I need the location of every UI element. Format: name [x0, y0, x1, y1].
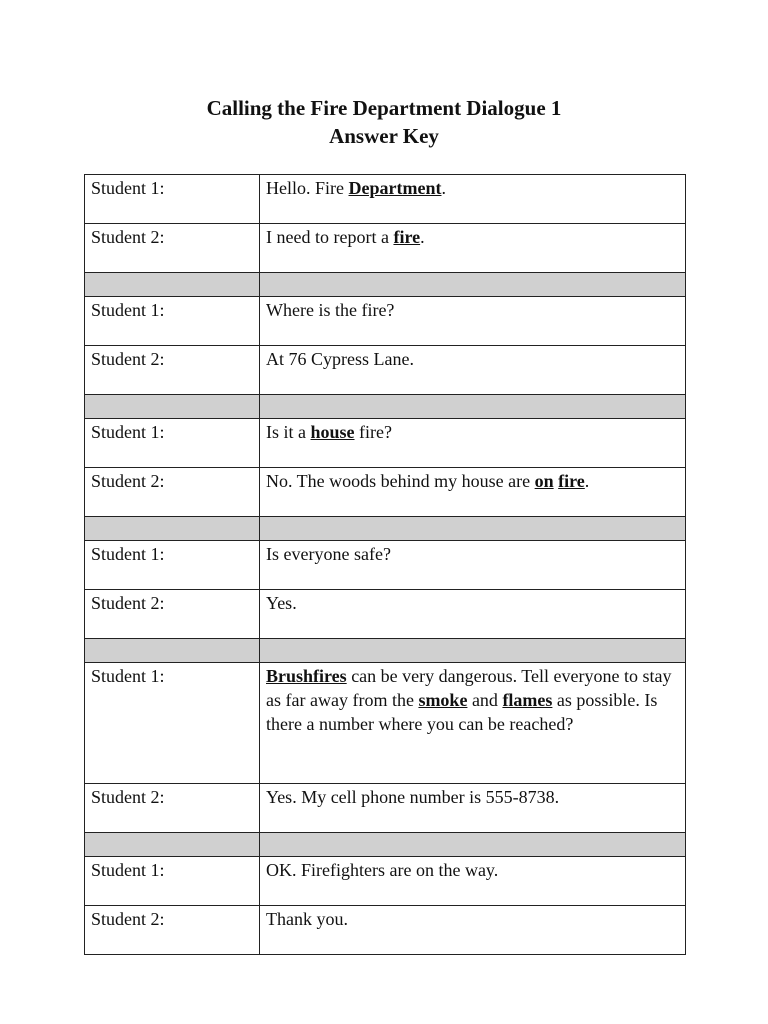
dialogue-line-cell [260, 224, 686, 273]
dialogue-text: as possible. Is there a number where you can be reached? [266, 690, 658, 734]
dialogue-text: Is everyone safe? [266, 544, 391, 564]
dialogue-line-cell [260, 297, 686, 346]
answer-keyword: fire [558, 471, 585, 491]
speaker-cell [85, 346, 260, 395]
separator-cell [85, 395, 260, 419]
dialogue-text: Is it a [266, 422, 311, 442]
dialogue-line-cell [260, 590, 686, 639]
dialogue-text: Yes. My cell phone number is 555-8738. [266, 787, 560, 807]
dialogue-text: . [420, 227, 425, 247]
dialogue-text: . [441, 178, 446, 198]
dialogue-line-cell [260, 346, 686, 395]
answer-keyword: fire [393, 227, 421, 247]
speaker-label: Student 2: [91, 909, 165, 929]
answer-keyword: Brushfires [266, 666, 347, 686]
speaker-cell [85, 419, 260, 468]
dialogue-line-cell [260, 784, 686, 833]
dialogue-text: OK. Firefighters are on the way. [266, 860, 499, 880]
dialogue-text: fire? [354, 422, 392, 442]
separator-row [85, 517, 686, 541]
dialogue-row [85, 906, 686, 955]
separator-cell [260, 273, 686, 297]
dialogue-row [85, 419, 686, 468]
separator-cell [260, 833, 686, 857]
dialogue-row [85, 346, 686, 395]
speaker-cell [85, 590, 260, 639]
dialogue-line-cell [260, 541, 686, 590]
dialogue-text: Where is the fire? [266, 300, 395, 320]
separator-row [85, 639, 686, 663]
separator-row [85, 833, 686, 857]
speaker-label: Student 2: [91, 471, 165, 491]
title-line-1: Calling the Fire Department Dialogue 1 [206, 96, 562, 120]
answer-keyword: on [534, 471, 554, 491]
dialogue-row [85, 224, 686, 273]
dialogue-line-cell [260, 663, 686, 784]
speaker-cell [85, 297, 260, 346]
dialogue-row [85, 784, 686, 833]
dialogue-row [85, 663, 686, 784]
dialogue-text: can be very dangerous. Tell everyone to stay as far away from the [266, 666, 672, 710]
separator-cell [85, 833, 260, 857]
dialogue-line-cell [260, 857, 686, 906]
dialogue-text: Yes. [266, 593, 297, 613]
separator-cell [260, 517, 686, 541]
answer-keyword: flames [502, 690, 553, 710]
speaker-label: Student 1: [91, 666, 165, 686]
speaker-label: Student 2: [91, 349, 165, 369]
answer-keyword: house [310, 422, 355, 442]
dialogue-line-cell [260, 419, 686, 468]
speaker-cell [85, 663, 260, 784]
dialogue-text: and [467, 690, 503, 710]
speaker-label: Student 1: [91, 300, 165, 320]
title-line-2: Answer Key [329, 124, 439, 148]
dialogue-row [85, 541, 686, 590]
dialogue-row [85, 857, 686, 906]
dialogue-table [84, 174, 686, 955]
dialogue-row [85, 175, 686, 224]
separator-cell [260, 395, 686, 419]
speaker-cell [85, 468, 260, 517]
dialogue-line-cell [260, 906, 686, 955]
document-title [0, 94, 768, 150]
dialogue-text: No. The woods behind my house are [266, 471, 535, 491]
separator-cell [85, 517, 260, 541]
speaker-label: Student 1: [91, 860, 165, 880]
speaker-label: Student 1: [91, 178, 165, 198]
dialogue-line-cell [260, 468, 686, 517]
answer-keyword: smoke [418, 690, 468, 710]
dialogue-row [85, 590, 686, 639]
separator-row [85, 273, 686, 297]
dialogue-table-body [85, 175, 686, 955]
answer-keyword: Department [348, 178, 442, 198]
speaker-cell [85, 175, 260, 224]
speaker-cell [85, 224, 260, 273]
speaker-cell [85, 906, 260, 955]
speaker-label: Student 2: [91, 787, 165, 807]
speaker-cell [85, 541, 260, 590]
dialogue-text: I need to report a [266, 227, 394, 247]
dialogue-text: . [584, 471, 590, 491]
dialogue-row [85, 468, 686, 517]
speaker-cell [85, 784, 260, 833]
speaker-label: Student 2: [91, 227, 165, 247]
separator-row [85, 395, 686, 419]
dialogue-text: At 76 Cypress Lane. [266, 349, 414, 369]
separator-cell [85, 273, 260, 297]
speaker-cell [85, 857, 260, 906]
speaker-label: Student 2: [91, 593, 165, 613]
separator-cell [260, 639, 686, 663]
dialogue-row [85, 297, 686, 346]
dialogue-line-cell [260, 175, 686, 224]
speaker-label: Student 1: [91, 422, 165, 442]
separator-cell [85, 639, 260, 663]
dialogue-text: Thank you. [266, 909, 348, 929]
speaker-label: Student 1: [91, 544, 165, 564]
dialogue-text: Hello. Fire [266, 178, 349, 198]
